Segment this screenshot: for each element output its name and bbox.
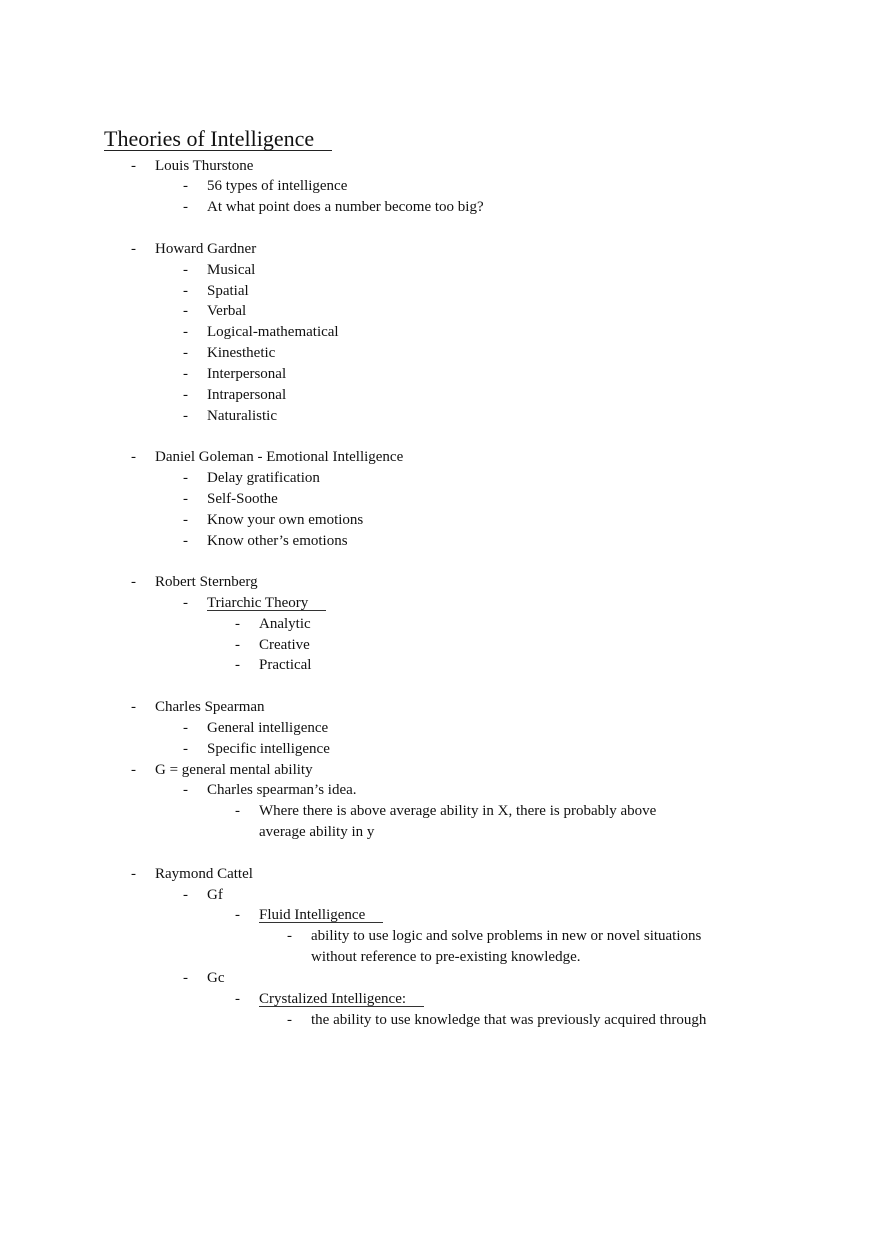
bullet-dash: - — [235, 657, 240, 674]
list-item — [0, 281, 880, 302]
list-item — [0, 989, 880, 1010]
bullet-dash: - — [183, 282, 188, 299]
list-item — [0, 489, 880, 510]
list-item — [0, 655, 880, 676]
blank-line — [0, 551, 880, 572]
list-item — [0, 885, 880, 906]
bullet-dash: - — [235, 990, 240, 1007]
list-item-text: Charles spearman’s idea. — [207, 782, 357, 799]
list-item-text: Where there is above average ability in X, there is probably above — [259, 803, 657, 820]
page-title-text: Theories of Intelligence — [104, 128, 332, 151]
list-item-text: Interpersonal — [207, 365, 287, 382]
list-item — [0, 572, 880, 593]
list-item-text: Naturalistic — [207, 407, 277, 424]
page-title — [104, 126, 332, 152]
bullet-dash: - — [183, 345, 188, 362]
list-item-text: without reference to pre-existing knowledge. — [311, 949, 581, 966]
list-item — [0, 1010, 880, 1031]
bullet-dash: - — [131, 157, 136, 174]
blank-line — [0, 843, 880, 864]
bullet-dash: - — [235, 907, 240, 924]
list-item-text: Charles Spearman — [155, 699, 265, 716]
bullet-dash: - — [131, 865, 136, 882]
bullet-dash: - — [287, 928, 292, 945]
list-item — [0, 385, 880, 406]
bullet-dash: - — [183, 782, 188, 799]
bullet-dash: - — [183, 490, 188, 507]
underlined-heading: Fluid Intelligence — [259, 908, 383, 923]
blank-line — [0, 676, 880, 697]
list-item-text: Verbal — [207, 303, 247, 320]
bullet-dash: - — [287, 1011, 292, 1028]
list-item — [0, 593, 880, 614]
list-item — [0, 739, 880, 760]
bullet-dash: - — [131, 240, 136, 257]
list-item-text: Daniel Goleman - Emotional Intelligence — [155, 449, 404, 466]
list-item-text — [207, 593, 326, 614]
list-item — [0, 926, 880, 947]
list-item-text: Specific intelligence — [207, 740, 330, 757]
list-item-text — [259, 905, 383, 926]
bullet-dash: - — [183, 740, 188, 757]
bullet-dash: - — [183, 969, 188, 986]
list-item-text: Howard Gardner — [155, 240, 257, 257]
bullet-dash: - — [235, 636, 240, 653]
underlined-heading: Crystalized Intelligence: — [259, 992, 424, 1007]
list-item-text: ability to use logic and solve problems in new or novel situations — [311, 928, 702, 945]
list-item — [0, 635, 880, 656]
list-item — [0, 447, 880, 468]
list-item-text: Creative — [259, 636, 310, 653]
bullet-dash: - — [183, 365, 188, 382]
outline-list — [0, 156, 880, 1031]
bullet-dash: - — [183, 303, 188, 320]
bullet-dash: - — [183, 324, 188, 341]
list-item — [0, 343, 880, 364]
list-item — [0, 822, 880, 843]
list-item — [0, 614, 880, 635]
bullet-dash: - — [235, 615, 240, 632]
bullet-dash: - — [183, 886, 188, 903]
list-item-text: 56 types of intelligence — [207, 178, 348, 195]
list-item — [0, 531, 880, 552]
list-item-text: G = general mental ability — [155, 761, 313, 778]
list-item — [0, 156, 880, 177]
list-item — [0, 968, 880, 989]
list-item-text: General intelligence — [207, 719, 329, 736]
list-item — [0, 468, 880, 489]
list-item — [0, 197, 880, 218]
list-item — [0, 718, 880, 739]
list-item-text: Robert Sternberg — [155, 574, 258, 591]
list-item-text: Self-Soothe — [207, 490, 278, 507]
list-item — [0, 510, 880, 531]
bullet-dash: - — [183, 470, 188, 487]
list-item-text: Know your own emotions — [207, 511, 364, 528]
list-item — [0, 364, 880, 385]
bullet-dash: - — [131, 449, 136, 466]
list-item-text: Know other’s emotions — [207, 532, 348, 549]
list-item-text: Practical — [259, 657, 312, 674]
list-item-text: At what point does a number become too big? — [207, 199, 484, 216]
list-item — [0, 176, 880, 197]
bullet-dash: - — [183, 407, 188, 424]
list-item-text: Gc — [207, 969, 225, 986]
list-item — [0, 239, 880, 260]
list-item — [0, 947, 880, 968]
underlined-heading: Triarchic Theory — [207, 596, 326, 611]
bullet-dash: - — [131, 574, 136, 591]
list-item-text: Spatial — [207, 282, 249, 299]
list-item — [0, 322, 880, 343]
blank-line — [0, 426, 880, 447]
list-item-text: Analytic — [259, 615, 311, 632]
bullet-dash: - — [183, 199, 188, 216]
bullet-dash: - — [183, 594, 188, 611]
list-item-text: Delay gratification — [207, 470, 320, 487]
bullet-dash: - — [183, 261, 188, 278]
list-item — [0, 301, 880, 322]
list-item — [0, 260, 880, 281]
list-item-text: Raymond Cattel — [155, 865, 253, 882]
bullet-dash: - — [131, 699, 136, 716]
list-item-text: Musical — [207, 261, 256, 278]
list-item-text: Intrapersonal — [207, 386, 287, 403]
list-item — [0, 905, 880, 926]
bullet-dash: - — [183, 386, 188, 403]
list-item — [0, 864, 880, 885]
bullet-dash: - — [183, 511, 188, 528]
list-item — [0, 760, 880, 781]
list-item-text: the ability to use knowledge that was previously acquired through — [311, 1011, 707, 1028]
list-item-text: Kinesthetic — [207, 345, 276, 362]
bullet-dash: - — [131, 761, 136, 778]
list-item-text: Gf — [207, 886, 223, 903]
list-item-text — [259, 989, 424, 1010]
list-item — [0, 780, 880, 801]
list-item — [0, 406, 880, 427]
bullet-dash: - — [235, 803, 240, 820]
list-item — [0, 697, 880, 718]
list-item-text: Louis Thurstone — [155, 157, 254, 174]
list-item-text: average ability in y — [259, 824, 375, 841]
bullet-dash: - — [183, 719, 188, 736]
blank-line — [0, 218, 880, 239]
bullet-dash: - — [183, 178, 188, 195]
bullet-dash: - — [183, 532, 188, 549]
list-item — [0, 801, 880, 822]
list-item-text: Logical-mathematical — [207, 324, 339, 341]
